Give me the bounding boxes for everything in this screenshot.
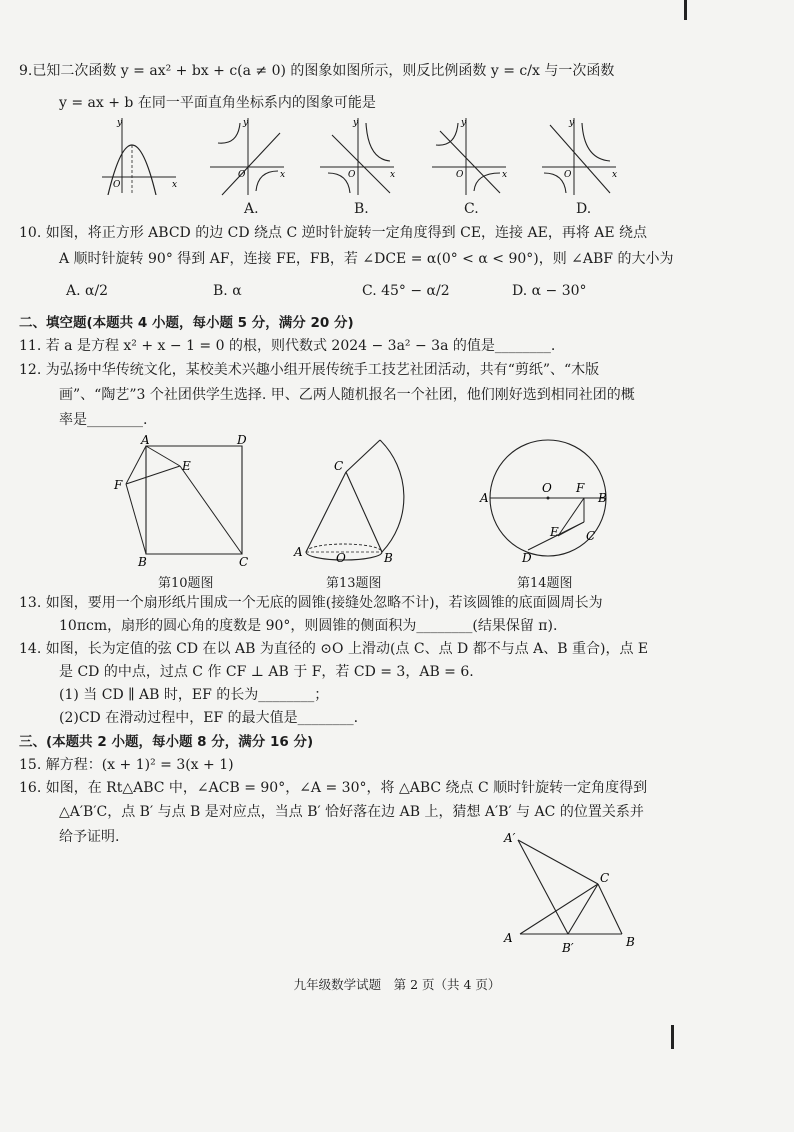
section-3-heading: 三、(本题共 2 小题，每小题 8 分，满分 16 分) <box>19 734 314 750</box>
scan-mark-bottom <box>671 1025 674 1049</box>
q11-text: 11. 若 a 是方程 x² + x − 1 = 0 的根，则代数式 2024 − 3a² − 3a 的值是________. <box>19 338 556 354</box>
svg-text:A: A <box>480 491 489 505</box>
figure-13 <box>290 432 430 572</box>
q16-line1: 16. 如图，在 Rt△ABC 中，∠ACB = 90°，∠A = 30°，将 △ABC 绕点 C 顺时针旋转一定角度得到 <box>19 780 648 796</box>
svg-text:B: B <box>598 491 607 505</box>
svg-text:O: O <box>456 170 464 180</box>
svg-text:C: C <box>334 459 344 473</box>
svg-text:B: B <box>138 555 147 569</box>
q9-option-c[interactable]: C. <box>464 201 479 217</box>
svg-text:B: B <box>626 935 635 949</box>
svg-text:O: O <box>113 180 121 190</box>
q10-option-d[interactable]: D. α − 30° <box>512 283 587 299</box>
q12-line2: 画”、“陶艺”3 个社团供学生选择. 甲、乙两人随机报名一个社团，他们刚好选到相同社团的概 <box>59 387 635 403</box>
q16-line2: △A′B′C，点 B′ 与点 B 是对应点，当点 B′ 恰好落在边 AB 上，猜想 A′B′ 与 AC 的位置关系并 <box>59 804 644 820</box>
q10-line2: A 顺时针旋转 90° 得到 AF，连接 FE，FB，若 ∠DCE = α(0° < α < 90°)，则 ∠ABF 的大小为 <box>59 251 674 267</box>
q13-line2: 10πcm，扇形的圆心角的度数是 90°，则圆锥的侧面积为________(结果保留 π). <box>59 618 558 634</box>
figure-14-caption: 第14题图 <box>517 576 573 591</box>
q10-option-a[interactable]: A. α/2 <box>66 283 109 299</box>
figure-14 <box>478 432 618 572</box>
q10-option-c[interactable]: C. 45° − α/2 <box>362 283 450 299</box>
q9-option-d-graph <box>540 115 620 197</box>
svg-text:D: D <box>522 551 532 565</box>
q14-line2: 是 CD 的中点，过点 C 作 CF ⊥ AB 于 F，若 CD = 3，AB = 6. <box>59 664 474 680</box>
q16-line3: 给予证明. <box>59 829 120 845</box>
section-2-heading: 二、填空题(本题共 4 小题，每小题 5 分，满分 20 分) <box>19 315 354 331</box>
svg-text:F: F <box>576 481 585 495</box>
scan-mark-top <box>684 0 687 20</box>
svg-text:y: y <box>243 118 249 128</box>
q9-parabola-graph <box>100 115 180 195</box>
svg-text:B′: B′ <box>562 941 574 955</box>
svg-text:C: C <box>239 555 249 569</box>
q14-line3: (1) 当 CD ∥ AB 时，EF 的长为________； <box>59 687 329 703</box>
svg-text:x: x <box>172 180 178 190</box>
figure-10-caption: 第10题图 <box>158 576 214 591</box>
svg-text:E: E <box>550 525 559 539</box>
svg-text:D: D <box>237 433 247 447</box>
svg-text:B: B <box>384 551 393 565</box>
figure-10 <box>108 432 258 572</box>
svg-text:O: O <box>336 551 346 565</box>
svg-text:x: x <box>502 170 508 180</box>
svg-text:x: x <box>280 170 286 180</box>
svg-text:O: O <box>564 170 572 180</box>
svg-text:y: y <box>353 118 359 128</box>
figure-13-caption: 第13题图 <box>326 576 382 591</box>
q12-line3: 率是________. <box>59 412 148 428</box>
q10-option-b[interactable]: B. α <box>213 283 242 299</box>
svg-text:C: C <box>600 871 610 885</box>
svg-text:y: y <box>569 118 575 128</box>
q9-option-a-graph <box>208 115 288 197</box>
q9-option-c-graph <box>430 115 510 197</box>
q15-text: 15. 解方程：(x + 1)² = 3(x + 1) <box>19 757 234 773</box>
svg-text:E: E <box>182 459 191 473</box>
q9-option-b[interactable]: B. <box>354 201 369 217</box>
svg-text:A: A <box>504 931 513 945</box>
svg-text:C: C <box>586 529 596 543</box>
svg-text:y: y <box>461 118 467 128</box>
svg-text:O: O <box>542 481 552 495</box>
svg-text:F: F <box>114 478 123 492</box>
svg-text:O: O <box>238 170 246 180</box>
q9-option-d[interactable]: D. <box>576 201 592 217</box>
q14-line1: 14. 如图，长为定值的弦 CD 在以 AB 为直径的 ⊙O 上滑动(点 C、点 D 都不与点 A、B 重合)，点 E <box>19 641 649 657</box>
figure-16 <box>496 822 646 962</box>
svg-text:A: A <box>141 433 150 447</box>
q9-line1: 9.已知二次函数 y = ax² + bx + c(a ≠ 0) 的图象如图所示，则反比例函数 y = c/x 与一次函数 <box>19 63 615 79</box>
svg-text:A: A <box>294 545 303 559</box>
q9-option-a[interactable]: A. <box>244 201 259 217</box>
svg-text:x: x <box>612 170 618 180</box>
svg-text:y: y <box>117 118 123 128</box>
q9-option-b-graph <box>318 115 398 197</box>
q10-line1: 10. 如图，将正方形 ABCD 的边 CD 绕点 C 逆时针旋转一定角度得到 CE，连接 AE，再将 AE 绕点 <box>19 225 648 241</box>
svg-text:x: x <box>390 170 396 180</box>
page-footer: 九年级数学试题 第 2 页（共 4 页） <box>293 977 501 992</box>
svg-text:A′: A′ <box>504 831 516 845</box>
q9-line2: y = ax + b 在同一平面直角坐标系内的图象可能是 <box>59 95 376 111</box>
q13-line1: 13. 如图，要用一个扇形纸片围成一个无底的圆锥(接缝处忽略不计)，若该圆锥的底面圆周长为 <box>19 595 603 611</box>
svg-text:O: O <box>348 170 356 180</box>
q12-line1: 12. 为弘扬中华传统文化，某校美术兴趣小组开展传统手工技艺社团活动，共有“剪纸”、“木版 <box>19 362 600 378</box>
q14-line4: (2)CD 在滑动过程中，EF 的最大值是________. <box>59 710 359 726</box>
